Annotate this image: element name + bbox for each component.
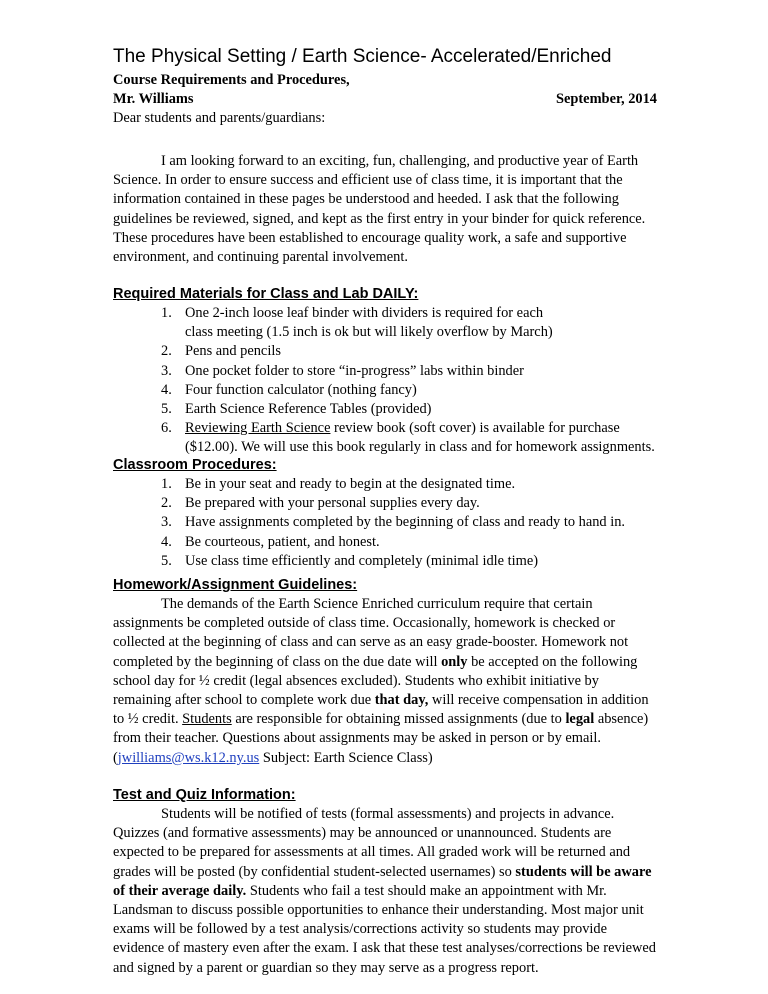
homework-text: are responsible for obtaining missed assignments (due to	[231, 711, 566, 728]
list-number: 2.	[161, 495, 172, 512]
tests-text: Students will be notified of tests (formal assessments) and projects in advance. Quizzes (and formative assessments) may be announced or unannounced. Students are expected to be prepared for assessments at all times. All graded work will be returned and grades will be posted (by confidential student-selected usernames) so	[113, 806, 631, 880]
list-item	[161, 552, 665, 571]
list-item	[161, 533, 665, 552]
list-text: review book (soft cover) is available for purchase ($12.00). We will use this book regularly in class and for homework assignments.	[185, 420, 655, 456]
list-text: class meeting (1.5 inch is ok but will likely overflow by March)	[185, 324, 553, 341]
intro-paragraph: I am looking forward to an exciting, fun, challenging, and productive year of Earth Science. In order to ensure success and efficient use of class time, it is important that the information contained in these pages be understood and heeded. I ask that the following guidelines be reviewed, signed, and kept as the first entry in your binder for quick reference. These procedures have been established to encourage quality work, a safe and supportive environment, and continuing parental involvement.	[113, 153, 646, 266]
list-text: One 2-inch loose leaf binder with dividers is required for each	[185, 305, 544, 321]
list-item	[161, 381, 665, 400]
list-number: 4.	[161, 381, 172, 398]
list-number: 3.	[161, 514, 172, 531]
procedures-heading: Classroom Procedures:	[113, 457, 277, 473]
list-number: 6.	[161, 420, 172, 437]
emphasis-text: that day,	[374, 692, 429, 709]
teacher-name: Mr. Williams	[113, 91, 194, 107]
list-number: 3.	[161, 362, 172, 379]
tests-heading: Test and Quiz Information:	[113, 787, 296, 803]
list-item	[161, 419, 665, 457]
list-item	[161, 494, 665, 513]
emphasis-text: legal	[565, 711, 595, 728]
document-date: September, 2014	[556, 91, 657, 107]
email-link[interactable]: jwilliams@ws.k12.ny.us	[117, 749, 260, 766]
list-text: Use class time efficiently and completely (minimal idle time)	[185, 552, 538, 569]
homework-text: absence) from their teacher. Questions about assignments may be asked in person or by email. (	[113, 711, 649, 766]
list-item	[161, 362, 665, 381]
homework-text: will receive compensation in addition to ½ credit.	[113, 692, 649, 728]
homework-text: be accepted on the following school day for ½ credit (legal absences excluded). Students who exhibit initiative by remaining after school to complete work due	[113, 653, 638, 709]
tests-paragraph	[113, 805, 658, 978]
document-title: The Physical Setting / Earth Science- Accelerated/Enriched	[113, 46, 612, 67]
emphasis-text: students will be aware of their average daily.	[113, 863, 652, 899]
homework-text: Subject: Earth Science Class)	[259, 749, 433, 766]
list-number: 5.	[161, 401, 172, 418]
homework-heading: Homework/Assignment Guidelines:	[113, 577, 358, 593]
list-number: 1.	[161, 476, 172, 492]
list-text: Have assignments completed by the beginning of class and ready to hand in.	[185, 514, 626, 531]
procedures-list	[161, 475, 665, 571]
list-text: Earth Science Reference Tables (provided)	[185, 401, 432, 418]
book-title: Reviewing Earth Science	[185, 420, 331, 437]
tests-text: Students who fail a test should make an appointment with Mr. Landsman to discuss possible opportunities to enhance their understanding. Most major unit exams will be followed by a test analysis/corrections activity so students may provide evidence of mastery even after the exam. I ask that these test analyses/corrections be reviewed and signed by a parent or guardian so they may serve as a progress report.	[113, 882, 657, 976]
list-number: 4.	[161, 533, 172, 550]
list-number: 1.	[161, 305, 172, 321]
list-item	[161, 342, 665, 361]
materials-list	[161, 304, 665, 458]
list-text: One pocket folder to store “in-progress” labs within binder	[185, 362, 524, 379]
course-header	[113, 71, 657, 128]
list-item	[161, 513, 665, 532]
list-number: 2.	[161, 343, 172, 360]
underlined-text: Students	[182, 711, 232, 728]
salutation: Dear students and parents/guardians:	[113, 110, 326, 126]
list-item	[161, 400, 665, 419]
list-text: Be courteous, patient, and honest.	[185, 533, 380, 550]
list-number: 5.	[161, 552, 172, 569]
list-item	[161, 304, 665, 342]
header-line: Course Requirements and Procedures,	[113, 72, 350, 88]
homework-text: The demands of the Earth Science Enriched curriculum require that certain assignments be completed outside of class time. Occasionally, homework is checked or collected at the beginning of class and can serve as an easy grade-booster. Homework not completed by the beginning of class on the due date will	[113, 596, 629, 670]
emphasis-text: only	[441, 653, 468, 670]
list-text: Be prepared with your personal supplies every day.	[185, 495, 480, 512]
list-text: Four function calculator (nothing fancy)	[185, 381, 417, 398]
list-text: Pens and pencils	[185, 343, 281, 360]
list-text: Be in your seat and ready to begin at the designated time.	[185, 476, 516, 492]
list-item	[161, 475, 665, 494]
homework-paragraph	[113, 595, 658, 768]
materials-heading: Required Materials for Class and Lab DAILY:	[113, 286, 419, 302]
